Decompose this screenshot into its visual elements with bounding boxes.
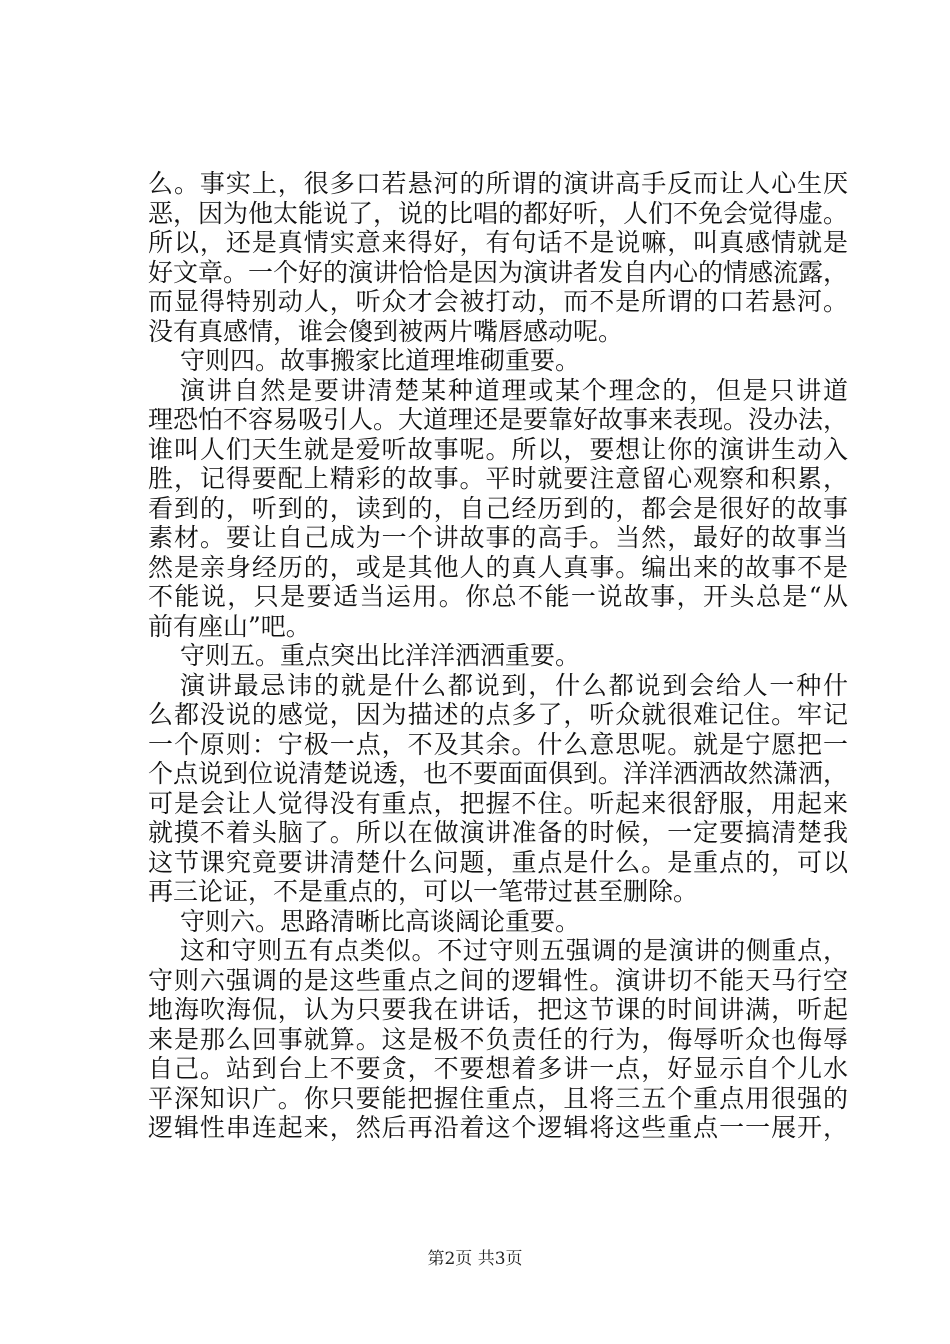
text-line: 逻辑性串连起来，然后再沿着这个逻辑将这些重点一一展开，: [148, 1113, 848, 1142]
text-line: 没有真感情，谁会傻到被两片嘴唇感动呢。: [148, 316, 624, 346]
document-body: [148, 169, 848, 1143]
text-line: 前有座山”吧。: [148, 611, 311, 641]
text-line: 看到的，听到的，读到的，自己经历到的，都会是很好的故事: [148, 493, 848, 523]
text-line: 演讲自然是要讲清楚某种道理或某个理念的，但是只讲道: [180, 375, 848, 405]
section-heading: 守则六。思路清晰比高谈阔论重要。: [180, 906, 581, 936]
text-line: 一个原则：宁极一点，不及其余。什么意思呢。就是宁愿把一: [148, 729, 848, 759]
text-line: 而显得特别动人，听众才会被打动，而不是所谓的口若悬河。: [148, 287, 848, 316]
text-line: 这节课究竟要讲清楚什么问题，重点是什么。是重点的，可以: [148, 847, 848, 877]
text-line: 恶，因为他太能说了，说的比唱的都好听，人们不免会觉得虚。: [148, 198, 849, 228]
text-line: 么。事实上，很多口若悬河的所谓的演讲高手反而让人心生厌: [148, 169, 848, 198]
text-line: 平深知识广。你只要能把握住重点，且将三五个重点用很强的: [148, 1083, 848, 1113]
text-line: 就摸不着头脑了。所以在做演讲准备的时候，一定要搞清楚我: [148, 818, 848, 847]
text-line: 个点说到位说清楚说透，也不要面面俱到。洋洋洒洒故然潇洒，: [148, 759, 849, 788]
text-line: 所以，还是真情实意来得好，有句话不是说嘛，叫真感情就是: [148, 228, 848, 257]
text-line: 好文章。一个好的演讲恰恰是因为演讲者发自内心的情感流露，: [148, 257, 849, 287]
text-line: 素材。要让自己成为一个讲故事的高手。当然，最好的故事当: [148, 523, 848, 552]
text-line: 再三论证，不是重点的，可以一笔带过甚至删除。: [148, 877, 699, 906]
text-line: 可是会让人觉得没有重点，把握不住。听起来很舒服，用起来: [148, 788, 848, 818]
text-line: 来是那么回事就算。这是极不负责任的行为，侮辱听众也侮辱: [148, 1024, 848, 1054]
text-line: 不能说，只是要适当运用。你总不能一说故事，开头总是“从: [148, 582, 848, 611]
text-line: 然是亲身经历的，或是其他人的真人真事。编出来的故事不是: [148, 552, 848, 582]
section-heading: 守则四。故事搬家比道理堆砌重要。: [180, 346, 581, 375]
text-line: 演讲最忌讳的就是什么都说到，什么都说到会给人一种什: [180, 670, 848, 700]
text-line: 这和守则五有点类似。不过守则五强调的是演讲的侧重点，: [180, 936, 848, 965]
text-line: 理恐怕不容易吸引人。大道理还是要靠好故事来表现。没办法，: [148, 405, 849, 434]
section-heading: 守则五。重点突出比洋洋洒洒重要。: [180, 641, 581, 670]
text-line: 胜，记得要配上精彩的故事。平时就要注意留心观察和积累，: [148, 464, 848, 493]
text-line: 守则六强调的是这些重点之间的逻辑性。演讲切不能天马行空: [148, 965, 848, 995]
text-line: 么都没说的感觉，因为描述的点多了，听众就很难记住。牢记: [148, 700, 848, 729]
text-line: 谁叫人们天生就是爱听故事呢。所以，要想让你的演讲生动入: [148, 434, 848, 464]
text-line: 自己。站到台上不要贪，不要想着多讲一点，好显示自个儿水: [148, 1054, 848, 1083]
page-number-footer: 第2页 共3页: [427, 1249, 523, 1269]
text-line: 地海吹海侃，认为只要我在讲话，把这节课的时间讲满，听起: [148, 995, 848, 1024]
